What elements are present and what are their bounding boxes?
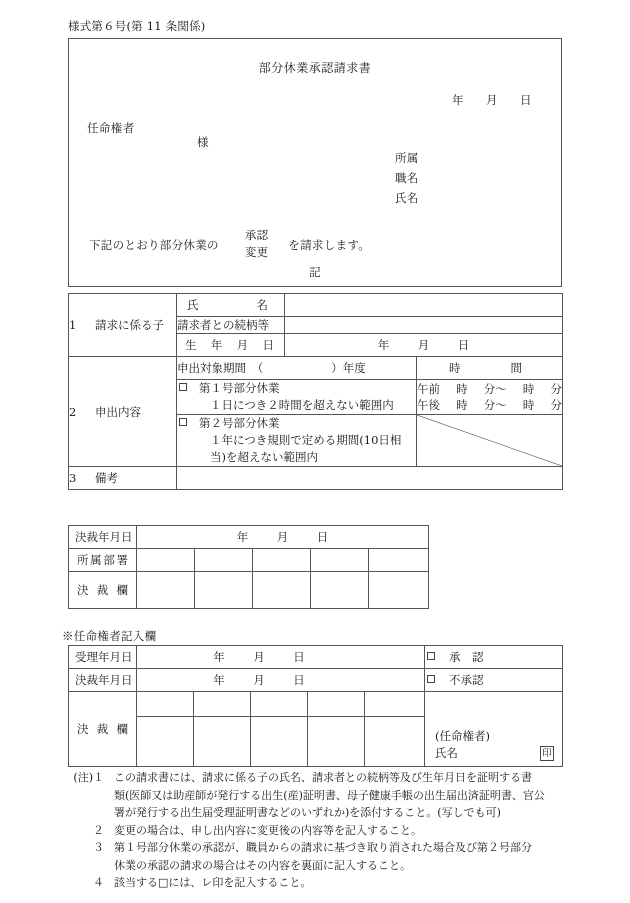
appointer-stamp-label-cell xyxy=(69,692,137,767)
note-line: 類(医師又は助産師が発行する出生(産)証明書、母子健康手帳の出生届出済証明書、官公 xyxy=(114,788,545,802)
row2-number: 2 xyxy=(69,404,77,419)
approve-label: 承 認 xyxy=(449,650,484,664)
form-number: 様式第６号(第 11 条関係) xyxy=(68,19,206,33)
row1-label: 請求に係る子 xyxy=(95,318,164,332)
checkbox-approve[interactable] xyxy=(427,652,435,660)
receipt-label-4: 日 xyxy=(121,650,133,664)
stamp-col-3[interactable] xyxy=(253,572,311,609)
table-row-application-header xyxy=(69,357,563,380)
child-name-label-a: 氏 xyxy=(187,298,199,312)
birth-month-label: 月 xyxy=(417,338,430,352)
leave-type-1-time-cell[interactable] xyxy=(417,380,563,415)
note-marker: ４ xyxy=(93,876,104,889)
application-period-label[interactable] xyxy=(177,357,417,380)
decision-date-label-3: 月 xyxy=(109,530,121,544)
date-year-label: 年 xyxy=(452,93,464,107)
receipt-year-label: 年 xyxy=(213,650,225,664)
leave-type-2-cell[interactable] xyxy=(177,415,417,467)
pm-minute-to-label: 分 xyxy=(550,398,562,412)
ki-marker: 記 xyxy=(309,265,321,279)
decision-date-label-4: 日 xyxy=(121,530,133,544)
am-hour-label: 時 xyxy=(456,382,468,396)
date-month-label: 月 xyxy=(486,93,498,107)
row2-label-cell xyxy=(69,357,177,467)
note-marker: ２ xyxy=(93,823,104,837)
table-row-child-name xyxy=(69,294,563,317)
stamp-col-5[interactable] xyxy=(369,572,429,609)
receipt-label-2: 年 xyxy=(98,650,110,664)
pm-label: 午後 xyxy=(417,398,440,412)
leave-type-2-description-line2: 当)を超えない範囲内 xyxy=(210,450,318,464)
request-suffix: を請求します。 xyxy=(288,237,371,252)
appointer-table xyxy=(68,645,563,767)
appointer-decision-label-4: 日 xyxy=(121,673,133,687)
receipt-label-3: 月 xyxy=(109,650,121,664)
receipt-date-value-cell[interactable] xyxy=(137,646,425,669)
child-name-value[interactable] xyxy=(285,294,563,317)
am-label: 午前 xyxy=(417,382,440,396)
signer-role-label: (任命権者) xyxy=(435,729,491,743)
decision-date-row xyxy=(69,526,429,549)
leave-type-1-description: １日につき２時間を超えない範囲内 xyxy=(210,398,394,412)
stamp-label-cell xyxy=(69,572,137,609)
decision-date-label-2: 年 xyxy=(98,530,110,544)
appointer-decision-label-2: 年 xyxy=(98,673,110,687)
birth-label-1: 年 xyxy=(210,338,223,352)
pm-hour-to-label: 時 xyxy=(522,398,535,412)
appointer-decision-value-cell[interactable] xyxy=(137,669,425,692)
note-line: 変更の場合は、申し出内容に変更後の内容等を記入すること。 xyxy=(114,823,422,837)
appointer-stamp-r1c3[interactable] xyxy=(251,692,308,717)
period-label-b: ）年度 xyxy=(331,361,366,375)
row3-label: 備考 xyxy=(95,471,118,485)
note-body xyxy=(104,822,572,840)
note-line: 該当する□には、レ印を記入すること。 xyxy=(114,876,312,889)
appointer-stamp-r1c1[interactable] xyxy=(137,692,194,717)
note-item xyxy=(62,874,572,892)
note-line: 署が発行する出生届受理証明書などのいずれか)を添付すること。(写しでも可) xyxy=(114,806,501,819)
approve-option-cell[interactable] xyxy=(425,646,563,669)
decision-day-label: 日 xyxy=(316,530,329,544)
decision-table xyxy=(68,525,429,609)
receipt-date-label-cell xyxy=(69,646,137,669)
decision-date-label-1: 裁 xyxy=(86,530,98,544)
notes-section xyxy=(62,769,572,892)
note-marker: ３ xyxy=(93,841,104,854)
time-row-am xyxy=(417,381,562,397)
row3-number: 3 xyxy=(69,471,77,485)
submitter-belong-label: 所属 xyxy=(395,151,419,165)
note-item xyxy=(62,839,572,874)
stamp-col-4[interactable] xyxy=(311,572,369,609)
stamp-col-2[interactable] xyxy=(195,572,253,609)
stamp-label-1: 裁 xyxy=(96,583,109,597)
receipt-label-0: 受 xyxy=(75,650,87,664)
seal-icon: 印 xyxy=(540,746,555,761)
decision-month-label: 月 xyxy=(276,530,289,544)
request-option-change: 変更 xyxy=(244,245,269,259)
note-item xyxy=(62,769,572,822)
child-name-label-cell xyxy=(177,294,285,317)
dept-col-5[interactable] xyxy=(369,549,429,572)
main-form-table xyxy=(68,293,563,490)
note-line: 第１号部分休業の承認が、職員からの請求に基づき取り消された場合及び第２号部分 xyxy=(114,841,532,854)
appointer-label: 任命権者 xyxy=(87,121,135,135)
dept-label-2: 部 xyxy=(103,553,115,567)
appointer-stamp-r1c2[interactable] xyxy=(194,692,251,717)
submitter-fields xyxy=(395,148,419,208)
decision-year-label: 年 xyxy=(236,530,249,544)
birthdate-label-cell xyxy=(177,334,285,357)
appointer-stamp-label-2: 欄 xyxy=(116,722,128,736)
appointer-stamp-r2c5[interactable] xyxy=(365,717,425,767)
appointer-decision-label-cell xyxy=(69,669,137,692)
submitter-position-label: 職名 xyxy=(395,171,419,185)
checkbox-leave-type-1[interactable] xyxy=(179,383,187,391)
am-hour-to-label: 時 xyxy=(522,382,535,396)
birth-label-3: 日 xyxy=(262,338,274,352)
request-sentence xyxy=(89,227,370,261)
appointer-decision-label-1: 裁 xyxy=(86,673,98,687)
appointer-decision-label-0: 決 xyxy=(75,673,87,687)
child-name-label-b: 名 xyxy=(256,298,268,312)
receipt-month-label: 月 xyxy=(253,650,265,664)
decision-date-value-cell[interactable] xyxy=(137,526,429,549)
note-body xyxy=(104,839,572,874)
time-header-cell xyxy=(417,357,563,380)
row1-number: 1 xyxy=(69,318,77,332)
appointer-stamp-r2c3[interactable] xyxy=(251,717,308,767)
time-header-a: 時 xyxy=(449,361,461,375)
period-label-a: 申出対象期間 （ xyxy=(177,361,264,375)
decision-stamp-row xyxy=(69,572,429,609)
appointer-stamp-r1c5[interactable] xyxy=(365,692,425,717)
relationship-value[interactable] xyxy=(285,317,563,334)
appointer-stamp-label-0: 決 xyxy=(77,722,89,736)
appointer-decision-label-3: 月 xyxy=(109,673,121,687)
relationship-label: 請求者との続柄等 xyxy=(177,317,285,334)
letter-box xyxy=(68,38,562,287)
table-row-remarks xyxy=(69,467,563,490)
leave-type-2-time-cell-struck xyxy=(417,415,563,467)
checkbox-leave-type-2[interactable] xyxy=(179,418,187,426)
remarks-value[interactable] xyxy=(177,467,563,490)
time-header-b: 間 xyxy=(510,361,522,375)
appointer-decision-day-label: 日 xyxy=(293,673,305,687)
appointer-stamp-row-1 xyxy=(69,692,563,717)
birth-day-label: 日 xyxy=(457,338,470,352)
leave-type-1-cell[interactable] xyxy=(177,380,417,415)
reject-label: 不承認 xyxy=(449,673,484,687)
dept-label-3: 署 xyxy=(116,553,128,567)
appointer-decision-row xyxy=(69,669,563,692)
note-line: この請求書には、請求に係る子の氏名、請求者との続柄等及び生年月日を証明する書 xyxy=(114,771,532,784)
appointer-decision-year-label: 年 xyxy=(213,673,225,687)
note-line: 休業の承認の請求の場合はその内容を裏面に記入すること。 xyxy=(114,858,411,872)
pm-hour-label: 時 xyxy=(456,398,468,412)
decision-date-label-0: 決 xyxy=(75,530,87,544)
am-minute-to-label: 分 xyxy=(550,382,562,396)
request-prefix: 下記のとおり部分休業の xyxy=(89,237,219,252)
dept-label-0: 所 xyxy=(77,553,89,567)
request-option-approve: 承認 xyxy=(244,228,269,242)
document-title: 部分休業承認請求書 xyxy=(258,61,372,75)
leave-type-1-title: 第１号部分休業 xyxy=(199,381,280,395)
reject-option-cell[interactable] xyxy=(425,669,563,692)
dept-col-1[interactable] xyxy=(137,549,195,572)
dept-col-3[interactable] xyxy=(253,549,311,572)
appointer-stamp-r1c4[interactable] xyxy=(308,692,365,717)
row1-label-cell xyxy=(69,294,177,357)
receipt-label-1: 理 xyxy=(86,650,98,664)
stamp-col-1[interactable] xyxy=(137,572,195,609)
appointer-decision-month-label: 月 xyxy=(253,673,265,687)
birthdate-value-cell[interactable] xyxy=(285,334,563,357)
birth-label-0: 生 xyxy=(185,338,197,352)
dept-label-1: 属 xyxy=(90,553,102,567)
appointer-section-heading: ※任命権者記入欄 xyxy=(62,629,157,643)
leave-type-2-description-line1: １年につき規則で定める期間(10日相 xyxy=(210,433,402,447)
submitter-name-label: 氏名 xyxy=(395,191,419,205)
pm-minute-from-label: 分～ xyxy=(483,398,507,412)
appointer-receipt-row xyxy=(69,646,563,669)
appointer-signature-cell[interactable] xyxy=(425,692,563,767)
receipt-day-label: 日 xyxy=(293,650,305,664)
letter-date-line xyxy=(441,92,543,108)
decision-date-label-cell xyxy=(69,526,137,549)
birth-year-label: 年 xyxy=(377,338,390,352)
leave-type-2-title: 第２号部分休業 xyxy=(199,416,280,430)
appointer-stamp-r2c2[interactable] xyxy=(194,717,251,767)
note-body xyxy=(104,874,572,892)
honorific-sama: 様 xyxy=(197,135,209,149)
birth-label-2: 月 xyxy=(236,338,249,352)
dept-col-4[interactable] xyxy=(311,549,369,572)
appointer-stamp-r2c4[interactable] xyxy=(308,717,365,767)
note-marker: (注)１ xyxy=(73,771,104,784)
stamp-label-2: 欄 xyxy=(116,583,128,597)
dept-col-2[interactable] xyxy=(195,549,253,572)
note-item xyxy=(62,822,572,840)
date-day-label: 日 xyxy=(520,93,532,107)
decision-dept-row xyxy=(69,549,429,572)
time-row-pm xyxy=(417,397,562,413)
row3-label-cell xyxy=(69,467,177,490)
signer-name-label: 氏名 xyxy=(435,746,459,760)
note-body xyxy=(104,769,572,822)
appointer-stamp-r2c1[interactable] xyxy=(137,717,194,767)
request-option-stack xyxy=(245,227,269,261)
row2-label: 申出内容 xyxy=(95,404,141,419)
dept-label-cell xyxy=(69,549,137,572)
appointer-stamp-label-1: 裁 xyxy=(96,722,109,736)
stamp-label-0: 決 xyxy=(77,583,89,597)
am-minute-from-label: 分～ xyxy=(483,382,507,396)
checkbox-reject[interactable] xyxy=(427,675,435,683)
